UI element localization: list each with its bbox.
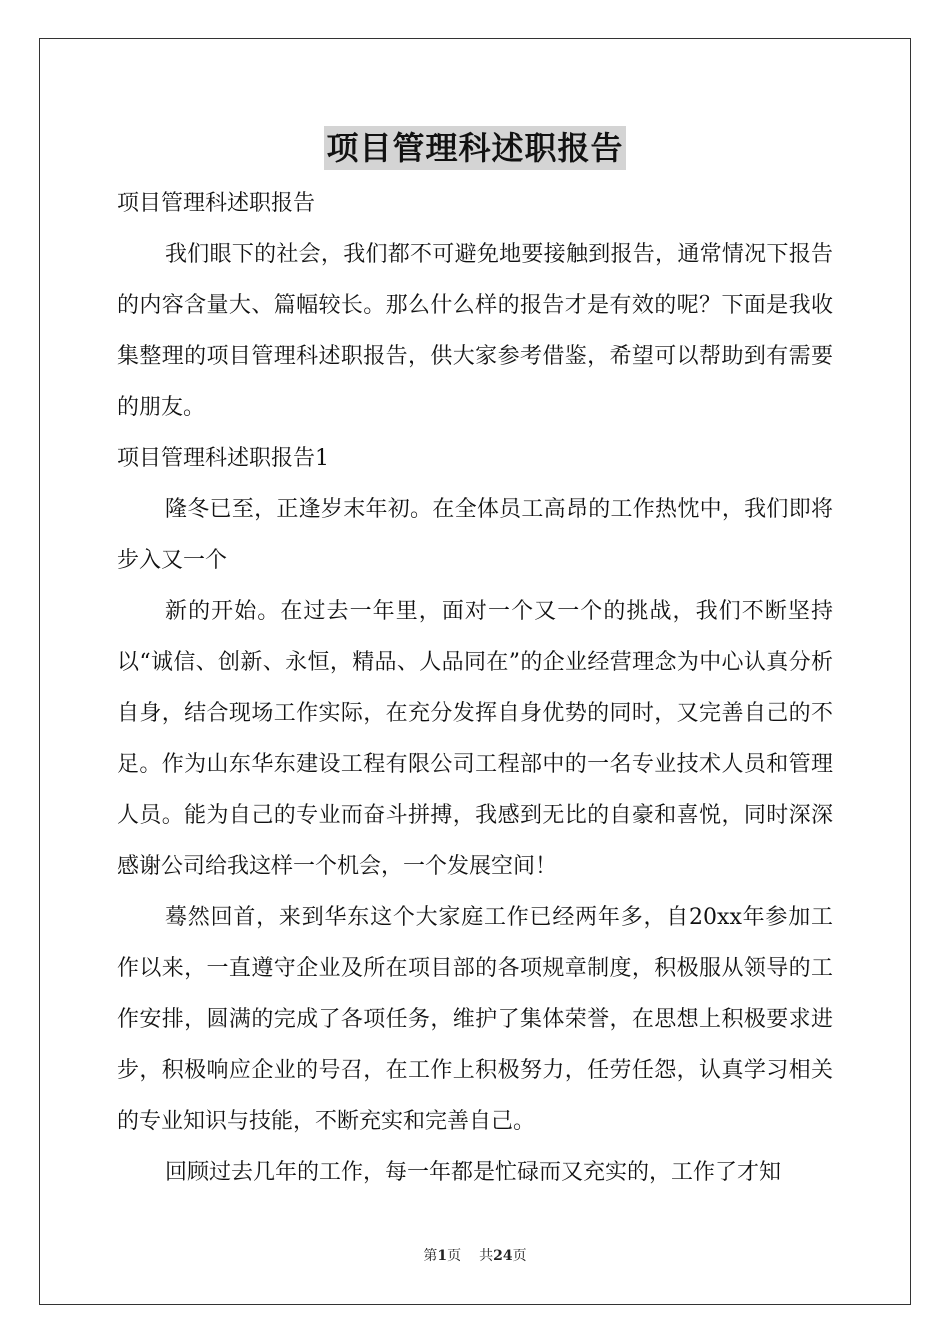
paragraph: 项目管理科述职报告1 <box>117 446 329 471</box>
paragraph: 项目管理科述职报告 <box>117 191 316 216</box>
page-total: 24 <box>493 1248 513 1264</box>
page-number: 1 <box>437 1248 448 1264</box>
total-prefix: 共 <box>479 1248 494 1264</box>
paragraph: 新的开始。在过去一年里，面对一个又一个的挑战，我们不断坚持以“诚信、创新、永恒，精品、人品同在”的企业经营理念为中心认真分析自身，结合现场工作实际，在充分发挥自身优势的同时，又完善自己的不足。作为山东华东建设工程有限公司工程部中的一名专业技术人员和管理人员。能为自己的专业而奋斗拼搏，我感到无比的自豪和喜悦，同时深深感谢公司给我这样一个机会，一个发展空间！ <box>117 599 833 879</box>
title-container <box>0 126 950 170</box>
page-footer <box>0 1246 950 1266</box>
document-title: 项目管理科述职报告 <box>324 126 625 170</box>
paragraph: 蓦然回首，来到华东这个大家庭工作已经两年多，自20xx年参加工作以来，一直遵守企业及所在项目部的各项规章制度，积极服从领导的工作安排，圆满的完成了各项任务，维护了集体荣誉，在思想上积极要求进步，积极响应企业的号召，在工作上积极努力，任劳任怨，认真学习相关的专业知识与技能，不断充实和完善自己。 <box>117 905 833 1134</box>
paragraph: 回顾过去几年的工作，每一年都是忙碌而又充实的，工作了才知 <box>165 1160 782 1185</box>
total-suffix: 页 <box>512 1248 527 1264</box>
paragraph: 隆冬已至，正逢岁末年初。在全体员工高昂的工作热忱中，我们即将步入又一个 <box>117 497 833 573</box>
paragraph: 我们眼下的社会，我们都不可避免地要接触到报告，通常情况下报告的内容含量大、篇幅较长。那么什么样的报告才是有效的呢？下面是我收集整理的项目管理科述职报告，供大家参考借鉴，希望可以帮助到有需要的朋友。 <box>117 242 833 420</box>
page-prefix: 第 <box>423 1248 438 1264</box>
page-suffix: 页 <box>447 1248 462 1264</box>
document-body <box>117 178 833 1198</box>
